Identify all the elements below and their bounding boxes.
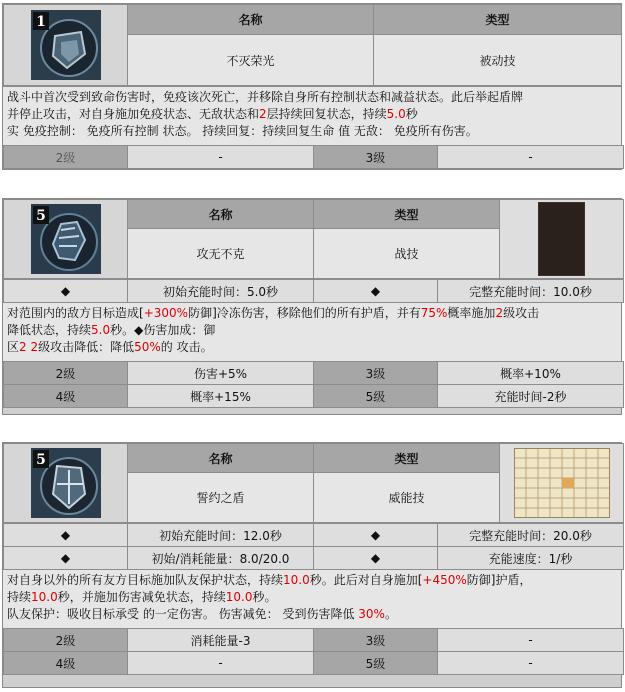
bullet-icon: ◆: [4, 280, 128, 303]
level-label: 3级: [314, 146, 438, 169]
skill-panel-3: [2, 442, 622, 688]
skill-2-range-cell: [500, 200, 624, 279]
skill-3-charge: [3, 523, 624, 570]
skill-1-icon-cell: [4, 5, 128, 86]
level-label: 2级: [4, 362, 128, 385]
name-header: 名称: [128, 5, 374, 35]
full-charge-time: 完整充能时间：20.0秒: [438, 524, 624, 547]
type-header: 类型: [374, 5, 622, 35]
type-header: 类型: [314, 200, 500, 229]
full-charge-time: 完整充能时间：10.0秒: [438, 280, 624, 303]
skill-2-table: [3, 199, 624, 279]
skill-2-levels: [3, 361, 624, 408]
name-header: 名称: [128, 200, 314, 229]
name-header: 名称: [128, 444, 314, 473]
level-label: 5级: [314, 385, 438, 408]
skill-2-description: 对范围内的敌方目标造成[+300%防御]冷冻伤害，移除他们的所有护盾，并有75%概率施加2级攻击 降低状态，持续5.0秒。◆伤害加成：御 区2 2级攻击降低：降低50%的 攻击。: [3, 303, 621, 361]
shield-skill-icon: [31, 10, 101, 80]
skill-1-levels: [3, 145, 624, 169]
level-value: -: [128, 652, 314, 675]
range-preview-image: [538, 202, 585, 276]
skill-2-icon-cell: [4, 200, 128, 279]
bullet-icon: ◆: [314, 280, 438, 303]
level-value: 消耗能量-3: [128, 629, 314, 652]
skill-2-type: 战技: [314, 229, 500, 279]
level-value: -: [438, 629, 624, 652]
level-value: 充能时间-2秒: [438, 385, 624, 408]
level-label: 4级: [4, 385, 128, 408]
skill-3-description: 对自身以外的所有友方目标施加队友保护状态，持续10.0秒。此后对自身施加[+450%防御]护盾， 持续10.0秒，并施加伤害减免状态，持续10.0秒。 队友保护：吸收目标承受 的一定伤害。 伤害减免： 受到伤害降低 30%。: [3, 570, 621, 628]
range-grid-image: [514, 448, 610, 518]
skill-3-table: [3, 443, 624, 523]
skill-3-name: 誓约之盾: [128, 473, 314, 523]
level-value: 伤害+5%: [128, 362, 314, 385]
great-shield-skill-icon: [31, 448, 101, 518]
level-value: -: [128, 146, 314, 169]
level-label: 2级: [4, 146, 128, 169]
energy-cost: 初始/消耗能量：8.0/20.0: [128, 547, 314, 570]
bullet-icon: ◆: [314, 547, 438, 570]
skill-3-badge: 5: [35, 452, 46, 468]
skill-panel-2: [2, 198, 622, 415]
initial-charge-time: 初始充能时间：12.0秒: [128, 524, 314, 547]
skill-3-levels: [3, 628, 624, 675]
level-label: 3级: [314, 629, 438, 652]
level-label: 4级: [4, 652, 128, 675]
bullet-icon: ◆: [314, 524, 438, 547]
skill-1-type: 被动技: [374, 35, 622, 86]
charge-speed: 充能速度：1/秒: [438, 547, 624, 570]
level-label: 5级: [314, 652, 438, 675]
fist-skill-icon: [31, 204, 101, 274]
skill-1-table: [3, 4, 622, 86]
level-label: 2级: [4, 629, 128, 652]
bullet-icon: ◆: [4, 547, 128, 570]
level-value: 概率+10%: [438, 362, 624, 385]
skill-panel-1: [2, 3, 622, 170]
skill-2-badge: 5: [35, 208, 46, 224]
skill-1-name: 不灭荣光: [128, 35, 374, 86]
skill-2-name: 攻无不克: [128, 229, 314, 279]
type-header: 类型: [314, 444, 500, 473]
skill-3-icon-cell: [4, 444, 128, 523]
level-label: 3级: [314, 362, 438, 385]
level-value: -: [438, 652, 624, 675]
skill-3-range-cell: [500, 444, 624, 523]
skill-1-description: 战斗中首次受到致命伤害时，免疫该次死亡，并移除自身所有控制状态和减益状态。此后举起盾牌 并停止攻击，对自身施加免疫状态、无敌状态和2层持续回复状态，持续5.0秒 实 免疫控制： 免疫所有控制 状态。 持续回复：持续回复生命 值 无敌： 免疫所有伤害。: [3, 86, 621, 145]
skill-1-badge: 1: [35, 14, 46, 30]
skill-3-type: 威能技: [314, 473, 500, 523]
level-value: 概率+15%: [128, 385, 314, 408]
bullet-icon: ◆: [4, 524, 128, 547]
level-value: -: [438, 146, 624, 169]
skill-2-charge: [3, 279, 624, 303]
initial-charge-time: 初始充能时间：5.0秒: [128, 280, 314, 303]
